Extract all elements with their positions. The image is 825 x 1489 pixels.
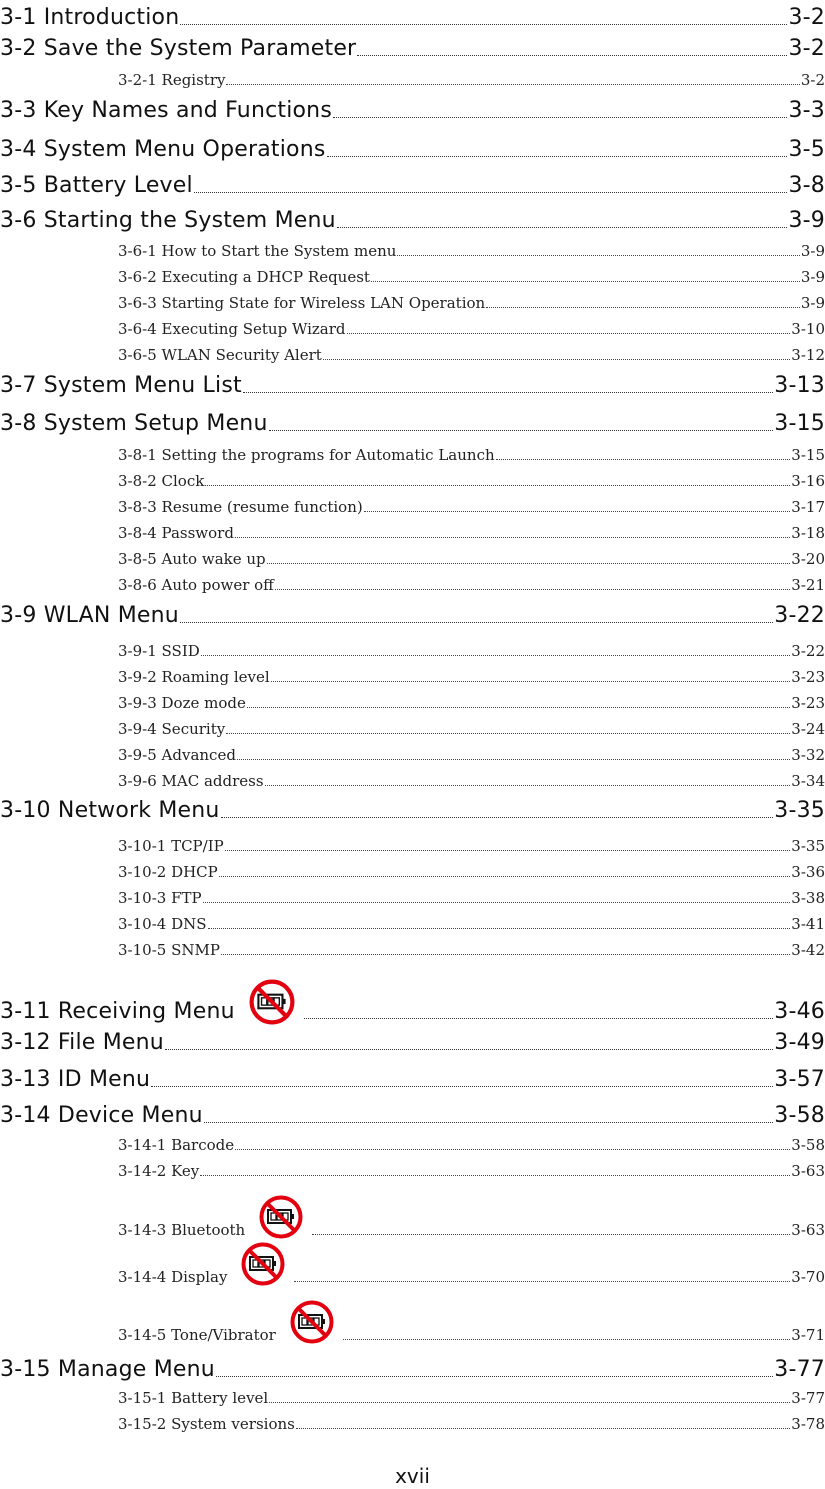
toc-section-entry[interactable] — [0, 368, 825, 398]
dot-leader — [165, 1048, 773, 1050]
dot-leader — [323, 358, 791, 360]
page-number: xvii — [395, 1464, 430, 1488]
toc-subsection-entry[interactable] — [118, 909, 825, 933]
toc-entry-title: 3-8-3 Resume (resume function) — [118, 498, 363, 516]
toc-subsection-entry[interactable] — [118, 314, 825, 338]
toc-subsection-entry[interactable] — [118, 492, 825, 516]
toc-subsection-entry[interactable] — [118, 1300, 825, 1344]
toc-section-entry[interactable] — [0, 203, 825, 233]
toc-entry-page: 3-17 — [791, 498, 825, 516]
toc-entry-page: 3-18 — [791, 524, 825, 542]
dot-leader — [275, 588, 790, 590]
toc-entry-title: 3-6-4 Executing Setup Wizard — [118, 320, 346, 338]
dot-leader — [364, 510, 791, 512]
toc-entry-title: 3-13 ID Menu — [0, 1067, 151, 1092]
toc-entry-page: 3-9 — [800, 268, 825, 286]
toc-section-entry[interactable] — [0, 0, 825, 30]
toc-entry-title: 3-9 WLAN Menu — [0, 603, 179, 628]
toc-entry-page: 3-63 — [791, 1162, 825, 1180]
toc-subsection-entry[interactable] — [118, 883, 825, 907]
no-battery-icon — [290, 1300, 334, 1344]
toc-entry-title: 3-11 Receiving Menu — [0, 999, 235, 1024]
toc-section-entry[interactable] — [0, 168, 825, 198]
toc-section-entry[interactable] — [0, 31, 825, 61]
toc-entry-title: 3-8-2 Clock — [118, 472, 205, 490]
toc-entry-page: 3-71 — [791, 1326, 825, 1344]
toc-entry-page: 3-20 — [791, 550, 825, 568]
toc-entry-title: 3-15-2 System versions — [118, 1415, 295, 1433]
toc-section-entry[interactable] — [0, 1352, 825, 1382]
dot-leader — [333, 116, 787, 118]
toc-entry-title: 3-10-3 FTP — [118, 889, 202, 907]
dot-leader — [208, 927, 791, 929]
dot-leader — [304, 1017, 774, 1019]
toc-entry-title: 3-7 System Menu List — [0, 373, 242, 398]
dot-leader — [347, 332, 791, 334]
toc-entry-page: 3-10 — [791, 320, 825, 338]
toc-entry-page: 3-2 — [788, 36, 825, 61]
no-battery-icon — [259, 1195, 303, 1239]
toc-entry-page: 3-42 — [791, 941, 825, 959]
toc-entry-page: 3-2 — [788, 5, 825, 30]
dot-leader — [216, 1375, 773, 1377]
toc-subsection-entry[interactable] — [118, 544, 825, 568]
toc-entry-title: 3-10-5 SNMP — [118, 941, 220, 959]
toc-section-entry[interactable] — [0, 1025, 825, 1055]
toc-entry-page: 3-34 — [791, 772, 825, 790]
toc-entry-title: 3-14-5 Tone/Vibrator — [118, 1326, 276, 1344]
toc-subsection-entry[interactable] — [118, 1156, 825, 1180]
toc-subsection-entry[interactable] — [118, 1409, 825, 1433]
toc-entry-page: 3-77 — [774, 1357, 825, 1382]
toc-entry-page: 3-49 — [774, 1030, 825, 1055]
dot-leader — [269, 429, 774, 431]
toc-entry-page: 3-9 — [800, 294, 825, 312]
dot-leader — [247, 706, 790, 708]
toc-entry-page: 3-32 — [791, 746, 825, 764]
toc-subsection-entry[interactable] — [118, 288, 825, 312]
toc-entry-title: 3-8-4 Password — [118, 524, 234, 542]
toc-entry-title: 3-1 Introduction — [0, 5, 180, 30]
no-battery-icon — [241, 1242, 285, 1286]
toc-entry-page: 3-5 — [788, 137, 825, 162]
dot-leader — [205, 484, 790, 486]
toc-subsection-entry[interactable] — [118, 518, 825, 542]
toc-subsection-entry[interactable] — [118, 65, 825, 89]
dot-leader — [180, 23, 787, 25]
dot-leader — [294, 1280, 790, 1282]
toc-section-entry[interactable] — [0, 93, 825, 123]
toc-entry-title: 3-6-2 Executing a DHCP Request — [118, 268, 370, 286]
toc-section-entry[interactable] — [0, 793, 825, 823]
toc-entry-page: 3-9 — [800, 242, 825, 260]
toc-subsection-entry[interactable] — [118, 1130, 825, 1154]
toc-entry-title: 3-10 Network Menu — [0, 798, 220, 823]
toc-entry-title: 3-9-2 Roaming level — [118, 668, 270, 686]
toc-entry-title: 3-9-3 Doze mode — [118, 694, 246, 712]
dot-leader — [235, 536, 790, 538]
toc-entry-page: 3-77 — [791, 1389, 825, 1407]
toc-subsection-entry[interactable] — [118, 340, 825, 364]
toc-entry-title: 3-15 Manage Menu — [0, 1357, 215, 1382]
dot-leader — [269, 1401, 790, 1403]
toc-entry-page: 3-15 — [791, 446, 825, 464]
toc-subsection-entry[interactable] — [118, 1195, 825, 1239]
toc-section-entry[interactable] — [0, 132, 825, 162]
toc-entry-title: 3-6 Starting the System Menu — [0, 208, 336, 233]
dot-leader — [226, 732, 790, 734]
toc-subsection-entry[interactable] — [118, 1383, 825, 1407]
toc-entry-title: 3-9-5 Advanced — [118, 746, 236, 764]
toc-entry-title: 3-14-4 Display — [118, 1268, 228, 1286]
toc-subsection-entry[interactable] — [118, 688, 825, 712]
dot-leader — [337, 226, 788, 228]
toc-subsection-entry[interactable] — [118, 831, 825, 855]
toc-subsection-entry[interactable] — [118, 262, 825, 286]
dot-leader — [371, 280, 800, 282]
toc-entry-page: 3-63 — [791, 1221, 825, 1239]
toc-entry-title: 3-10-2 DHCP — [118, 863, 218, 881]
dot-leader — [312, 1233, 790, 1235]
dot-leader — [271, 680, 791, 682]
toc-entry-title: 3-8-6 Auto power off — [118, 576, 274, 594]
no-battery-icon — [249, 979, 295, 1025]
toc-entry-page: 3-15 — [774, 411, 825, 436]
toc-entry-title: 3-14-1 Barcode — [118, 1136, 235, 1154]
toc-entry-title: 3-4 System Menu Operations — [0, 137, 326, 162]
toc-subsection-entry[interactable] — [118, 766, 825, 790]
dot-leader — [235, 1148, 790, 1150]
toc-entry-title: 3-9-4 Security — [118, 720, 226, 738]
dot-leader — [496, 458, 791, 460]
dot-leader — [267, 562, 791, 564]
toc-entry-page: 3-57 — [774, 1067, 825, 1092]
toc-entry-title: 3-2 Save the System Parameter — [0, 36, 357, 61]
toc-subsection-entry[interactable] — [118, 857, 825, 881]
toc-entry-page: 3-41 — [791, 915, 825, 933]
toc-entry-page: 3-58 — [791, 1136, 825, 1154]
dot-leader — [397, 254, 799, 256]
toc-section-entry[interactable] — [0, 980, 825, 1024]
toc-entry-page: 3-46 — [774, 999, 825, 1024]
toc-entry-page: 3-13 — [774, 373, 825, 398]
dot-leader — [219, 875, 791, 877]
dot-leader — [296, 1427, 790, 1429]
toc-subsection-entry[interactable] — [118, 636, 825, 660]
toc-section-entry[interactable] — [0, 1062, 825, 1092]
toc-entry-title: 3-12 File Menu — [0, 1030, 164, 1055]
toc-entry-page: 3-23 — [791, 668, 825, 686]
dot-leader — [194, 191, 788, 193]
toc-entry-page: 3-35 — [774, 798, 825, 823]
dot-leader — [221, 953, 790, 955]
toc-entry-title: 3-10-4 DNS — [118, 915, 207, 933]
dot-leader — [225, 849, 791, 851]
dot-leader — [201, 654, 791, 656]
dot-leader — [486, 306, 800, 308]
toc-entry-title: 3-2-1 Registry — [118, 71, 226, 89]
toc-entry-page: 3-16 — [791, 472, 825, 490]
dot-leader — [180, 621, 773, 623]
toc-entry-page: 3-22 — [774, 603, 825, 628]
toc-entry-title: 3-5 Battery Level — [0, 173, 193, 198]
toc-entry-title: 3-9-6 MAC address — [118, 772, 264, 790]
toc-entry-title: 3-8-5 Auto wake up — [118, 550, 266, 568]
toc-subsection-entry[interactable] — [118, 1242, 825, 1286]
toc-entry-page: 3-35 — [791, 837, 825, 855]
toc-entry-title: 3-8 System Setup Menu — [0, 411, 268, 436]
toc-entry-title: 3-9-1 SSID — [118, 642, 200, 660]
toc-entry-page: 3-2 — [800, 71, 825, 89]
dot-leader — [151, 1085, 773, 1087]
toc-entry-page: 3-12 — [791, 346, 825, 364]
toc-entry-title: 3-6-5 WLAN Security Alert — [118, 346, 322, 364]
toc-section-entry[interactable] — [0, 406, 825, 436]
toc-entry-page: 3-3 — [788, 98, 825, 123]
toc-section-entry[interactable] — [0, 1098, 825, 1128]
dot-leader — [243, 391, 773, 393]
toc-entry-title: 3-3 Key Names and Functions — [0, 98, 332, 123]
toc-entry-title: 3-6-1 How to Start the System menu — [118, 242, 397, 260]
toc-entry-page: 3-21 — [791, 576, 825, 594]
toc-entry-page: 3-78 — [791, 1415, 825, 1433]
toc-subsection-entry[interactable] — [118, 440, 825, 464]
dot-leader — [203, 901, 791, 903]
toc-subsection-entry[interactable] — [118, 570, 825, 594]
toc-entry-page: 3-22 — [791, 642, 825, 660]
dot-leader — [226, 83, 799, 85]
dot-leader — [221, 816, 774, 818]
dot-leader — [357, 54, 787, 56]
toc-entry-title: 3-14-3 Bluetooth — [118, 1221, 246, 1239]
toc-subsection-entry[interactable] — [118, 466, 825, 490]
toc-entry-page: 3-9 — [788, 208, 825, 233]
toc-entry-title: 3-6-3 Starting State for Wireless LAN Operation — [118, 294, 486, 312]
dot-leader — [265, 784, 791, 786]
toc-entry-title: 3-14 Device Menu — [0, 1103, 203, 1128]
toc-entry-title: 3-15-1 Battery level — [118, 1389, 269, 1407]
toc-entry-page: 3-8 — [788, 173, 825, 198]
toc-entry-title: 3-14-2 Key — [118, 1162, 200, 1180]
toc-entry-page: 3-36 — [791, 863, 825, 881]
toc-entry-page: 3-58 — [774, 1103, 825, 1128]
toc-entry-page: 3-38 — [791, 889, 825, 907]
dot-leader — [327, 155, 788, 157]
toc-section-entry[interactable] — [0, 598, 825, 628]
dot-leader — [237, 758, 790, 760]
toc-entry-page: 3-70 — [791, 1268, 825, 1286]
dot-leader — [200, 1174, 790, 1176]
dot-leader — [343, 1338, 790, 1340]
toc-subsection-entry[interactable] — [118, 935, 825, 959]
toc-subsection-entry[interactable] — [118, 740, 825, 764]
toc-subsection-entry[interactable] — [118, 236, 825, 260]
toc-entry-title: 3-10-1 TCP/IP — [118, 837, 224, 855]
toc-subsection-entry[interactable] — [118, 662, 825, 686]
toc-entry-title: 3-8-1 Setting the programs for Automatic Launch — [118, 446, 495, 464]
toc-entry-page: 3-23 — [791, 694, 825, 712]
dot-leader — [204, 1121, 774, 1123]
toc-entry-page: 3-24 — [791, 720, 825, 738]
toc-subsection-entry[interactable] — [118, 714, 825, 738]
